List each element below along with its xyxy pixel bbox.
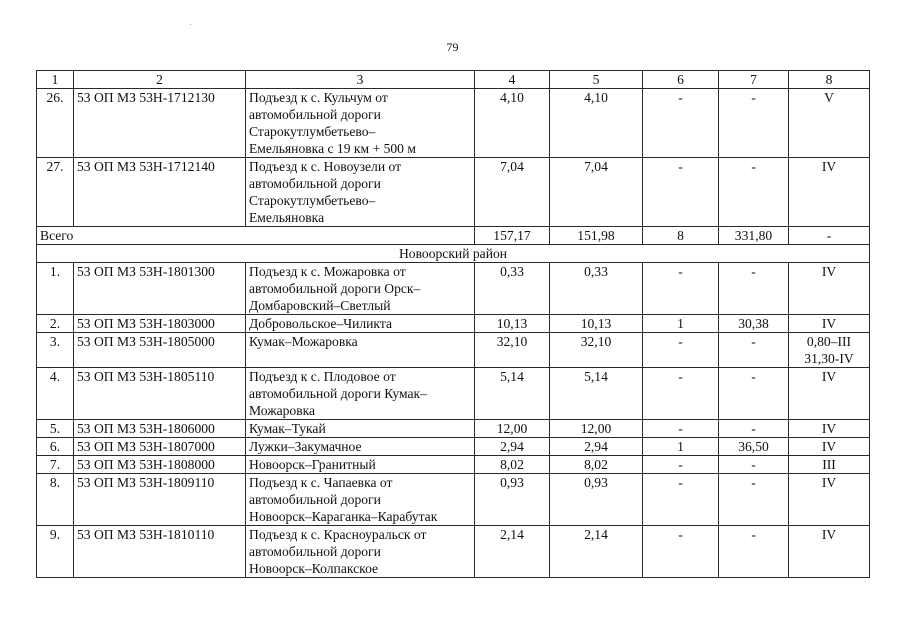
header-col-6: 6	[643, 71, 719, 89]
row-number: 4.	[37, 368, 74, 420]
road-name-line: Кумак–Можаровка	[249, 334, 358, 349]
road-name-line: Емельяновка	[249, 210, 325, 225]
header-col-4: 4	[475, 71, 550, 89]
total-length-km: 4,10	[475, 89, 550, 158]
bridges-count: -	[643, 263, 719, 315]
paved-length-km: 8,02	[550, 456, 643, 474]
bridges-length-m: -	[719, 474, 789, 526]
road-category	[789, 368, 870, 420]
road-name-line: Подъезд к с. Кульчум от	[249, 90, 388, 105]
road-id-code: 53 ОП МЗ 53Н-1803000	[74, 315, 246, 333]
road-name-line: Старокутлумбетьево–	[249, 124, 376, 139]
bridges-length-m: -	[719, 420, 789, 438]
paved-length-km: 0,33	[550, 263, 643, 315]
paved-length-km: 7,04	[550, 158, 643, 227]
road-category-line: IV	[821, 421, 837, 436]
road-id-code: 53 ОП МЗ 53Н-1810110	[74, 526, 246, 578]
paved-length-km: 10,13	[550, 315, 643, 333]
bridges-length-sum: 331,80	[719, 227, 789, 245]
road-id-code: 53 ОП МЗ 53Н-1807000	[74, 438, 246, 456]
road-name-line: Подъезд к с. Плодовое от	[249, 369, 396, 384]
row-number: 5.	[37, 420, 74, 438]
road-id-code: 53 ОП МЗ 53Н-1801300	[74, 263, 246, 315]
road-category	[789, 526, 870, 578]
header-col-7: 7	[719, 71, 789, 89]
road-name	[246, 438, 475, 456]
road-name-line: автомобильной дороги Кумак–	[249, 386, 427, 401]
road-name-line: Добровольское–Чиликта	[249, 316, 392, 331]
paved-length-km: 2,94	[550, 438, 643, 456]
total-length-km: 2,94	[475, 438, 550, 456]
road-name-line: автомобильной дороги	[249, 544, 381, 559]
road-name-line: Лужки–Закумачное	[249, 439, 362, 454]
table-row	[37, 263, 870, 315]
bridges-count: -	[643, 474, 719, 526]
road-name	[246, 158, 475, 227]
road-category-line: III	[822, 457, 836, 472]
bridges-count: -	[643, 89, 719, 158]
bridges-count-sum: 8	[643, 227, 719, 245]
table-row	[37, 89, 870, 158]
road-name-line: Новоорск–Гранитный	[249, 457, 376, 472]
total-length-km: 5,14	[475, 368, 550, 420]
total-row	[37, 227, 870, 245]
row-number: 3.	[37, 333, 74, 368]
table-row	[37, 333, 870, 368]
road-id-code: 53 ОП МЗ 53Н-1805110	[74, 368, 246, 420]
road-category-line: IV	[821, 475, 837, 490]
header-col-3: 3	[246, 71, 475, 89]
road-category-line: 0,80–III	[806, 334, 852, 349]
road-name	[246, 333, 475, 368]
road-category	[789, 438, 870, 456]
road-name-line: Подъезд к с. Новоузели от	[249, 159, 402, 174]
road-name	[246, 368, 475, 420]
bridges-length-m: -	[719, 526, 789, 578]
road-name-line: Подъезд к с. Можаровка от	[249, 264, 406, 279]
bridges-count: 1	[643, 315, 719, 333]
road-category: IV	[789, 158, 870, 227]
header-col-5: 5	[550, 71, 643, 89]
bridges-length-m: -	[719, 89, 789, 158]
road-category-line: IV	[821, 439, 837, 454]
category-total: -	[789, 227, 870, 245]
bridges-count: 1	[643, 438, 719, 456]
road-name-line: автомобильной дороги	[249, 492, 381, 507]
road-name	[246, 526, 475, 578]
total-length-km: 12,00	[475, 420, 550, 438]
road-id-code: 53 ОП МЗ 53Н-1712130	[74, 89, 246, 158]
road-name	[246, 456, 475, 474]
district-header-row	[37, 245, 870, 263]
road-name-line: автомобильной дороги Орск–	[249, 281, 421, 296]
total-length-sum: 157,17	[475, 227, 550, 245]
road-category-line: IV	[821, 316, 837, 331]
total-label: Всего	[37, 227, 475, 245]
road-id-code: 53 ОП МЗ 53Н-1808000	[74, 456, 246, 474]
road-id-code: 53 ОП МЗ 53Н-1806000	[74, 420, 246, 438]
bridges-count: -	[643, 420, 719, 438]
bridges-count: -	[643, 158, 719, 227]
road-name	[246, 315, 475, 333]
roads-table	[36, 70, 870, 578]
bridges-length-m: -	[719, 333, 789, 368]
row-number: 2.	[37, 315, 74, 333]
row-number: 7.	[37, 456, 74, 474]
paved-length-km: 4,10	[550, 89, 643, 158]
road-name-line: Можаровка	[249, 403, 316, 418]
table-row	[37, 438, 870, 456]
road-name-line: Подъезд к с. Красноуральск от	[249, 527, 427, 542]
paved-length-km: 32,10	[550, 333, 643, 368]
paved-length-km: 0,93	[550, 474, 643, 526]
bridges-length-m: -	[719, 456, 789, 474]
page-number: 79	[446, 40, 459, 54]
road-name-line: автомобильной дороги	[249, 176, 381, 191]
road-category	[789, 333, 870, 368]
bridges-count: -	[643, 526, 719, 578]
table-row	[37, 474, 870, 526]
road-name	[246, 474, 475, 526]
table-row	[37, 526, 870, 578]
road-name-line: Кумак–Тукай	[249, 421, 326, 436]
row-number: 26.	[37, 89, 74, 158]
paved-length-km: 12,00	[550, 420, 643, 438]
row-number: 6.	[37, 438, 74, 456]
road-id-code: 53 ОП МЗ 53Н-1805000	[74, 333, 246, 368]
bridges-length-m: 30,38	[719, 315, 789, 333]
road-category: V	[789, 89, 870, 158]
total-length-km: 7,04	[475, 158, 550, 227]
road-category-line: IV	[821, 369, 837, 384]
road-category-line: IV	[821, 527, 837, 542]
road-category-line: 31,30-IV	[804, 351, 854, 366]
total-length-km: 2,14	[475, 526, 550, 578]
road-category	[789, 420, 870, 438]
table-row	[37, 315, 870, 333]
paved-length-km: 2,14	[550, 526, 643, 578]
road-category	[789, 474, 870, 526]
road-category	[789, 263, 870, 315]
bridges-length-m: -	[719, 368, 789, 420]
bridges-count: -	[643, 456, 719, 474]
road-name	[246, 420, 475, 438]
header-col-2: 2	[74, 71, 246, 89]
total-length-km: 10,13	[475, 315, 550, 333]
road-name	[246, 263, 475, 315]
road-name-line: Емельяновка с 19 км + 500 м	[249, 141, 416, 156]
bridges-length-m: 36,50	[719, 438, 789, 456]
scan-speck	[190, 24, 191, 25]
road-category	[789, 456, 870, 474]
header-col-1: 1	[37, 71, 74, 89]
total-length-km: 8,02	[475, 456, 550, 474]
total-length-km: 0,33	[475, 263, 550, 315]
road-name	[246, 89, 475, 158]
bridges-length-m: -	[719, 263, 789, 315]
road-name-line: Старокутлумбетьево–	[249, 193, 376, 208]
district-title: Новоорский район	[37, 245, 870, 263]
road-name-line: автомобильной дороги	[249, 107, 381, 122]
row-number: 8.	[37, 474, 74, 526]
bridges-length-m: -	[719, 158, 789, 227]
table-row	[37, 456, 870, 474]
road-id-code: 53 ОП МЗ 53Н-1809110	[74, 474, 246, 526]
table-row	[37, 420, 870, 438]
road-name-line: Новоорск–Караганка–Карабутак	[249, 509, 438, 524]
road-id-code: 53 ОП МЗ 53Н-1712140	[74, 158, 246, 227]
total-length-km: 0,93	[475, 474, 550, 526]
road-name-line: Новоорск–Колпакское	[249, 561, 379, 576]
road-category	[789, 315, 870, 333]
table-row	[37, 158, 870, 227]
table-row	[37, 368, 870, 420]
header-col-8: 8	[789, 71, 870, 89]
road-category-line: IV	[821, 264, 837, 279]
row-number: 9.	[37, 526, 74, 578]
bridges-count: -	[643, 368, 719, 420]
paved-length-km: 5,14	[550, 368, 643, 420]
row-number: 27.	[37, 158, 74, 227]
paved-length-sum: 151,98	[550, 227, 643, 245]
road-name-line: Домбаровский–Светлый	[249, 298, 391, 313]
row-number: 1.	[37, 263, 74, 315]
total-length-km: 32,10	[475, 333, 550, 368]
bridges-count: -	[643, 333, 719, 368]
column-number-header-row	[37, 71, 870, 89]
road-name-line: Подъезд к с. Чапаевка от	[249, 475, 393, 490]
